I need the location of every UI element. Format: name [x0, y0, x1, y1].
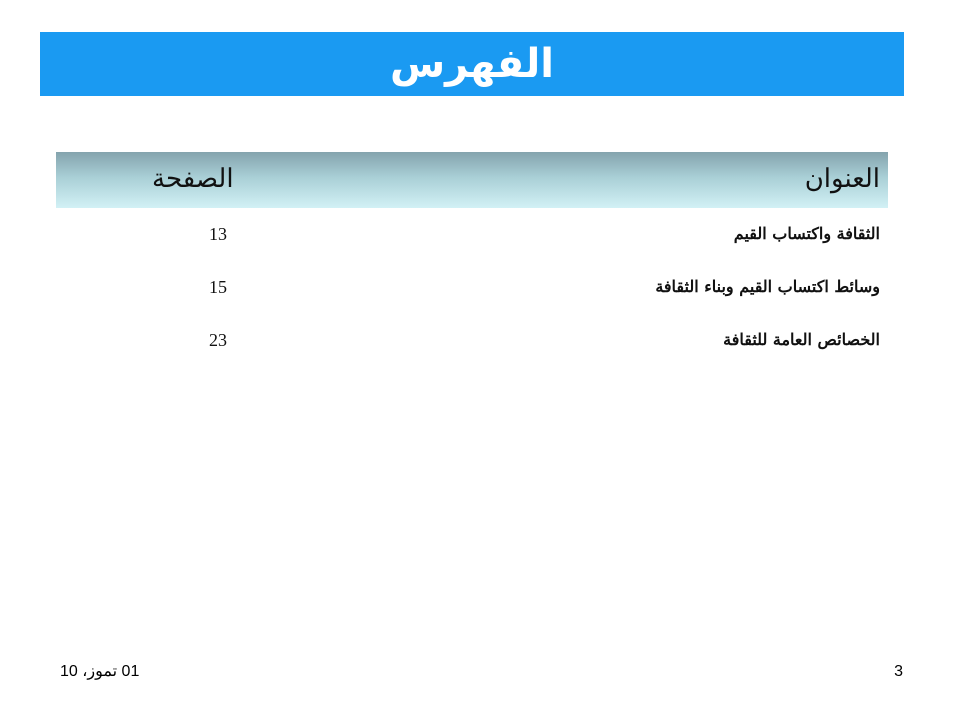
toc-header: [56, 152, 888, 208]
toc-row-title: وسائط اكتساب القيم وبناء الثقافة: [655, 277, 880, 296]
toc-row-page: 13: [209, 224, 227, 244]
toc-row-title: الثقافة واكتساب القيم: [733, 224, 880, 243]
toc-row: [56, 325, 888, 355]
slide-title-bar: [40, 32, 904, 96]
toc-row: [56, 272, 888, 302]
toc-row-page: 23: [209, 330, 227, 350]
slide-title: الفهرس: [389, 41, 554, 87]
footer-date: 01 تموز، 10: [60, 663, 140, 680]
toc-row-page: 15: [209, 277, 227, 297]
toc-row: [56, 219, 888, 249]
toc-header-page-label: الصفحة: [152, 164, 234, 194]
toc-header-title-label: العنوان: [804, 164, 880, 194]
toc-row-title: الخصائص العامة للثقافة: [723, 330, 880, 349]
footer-slide-number: 3: [894, 663, 903, 680]
